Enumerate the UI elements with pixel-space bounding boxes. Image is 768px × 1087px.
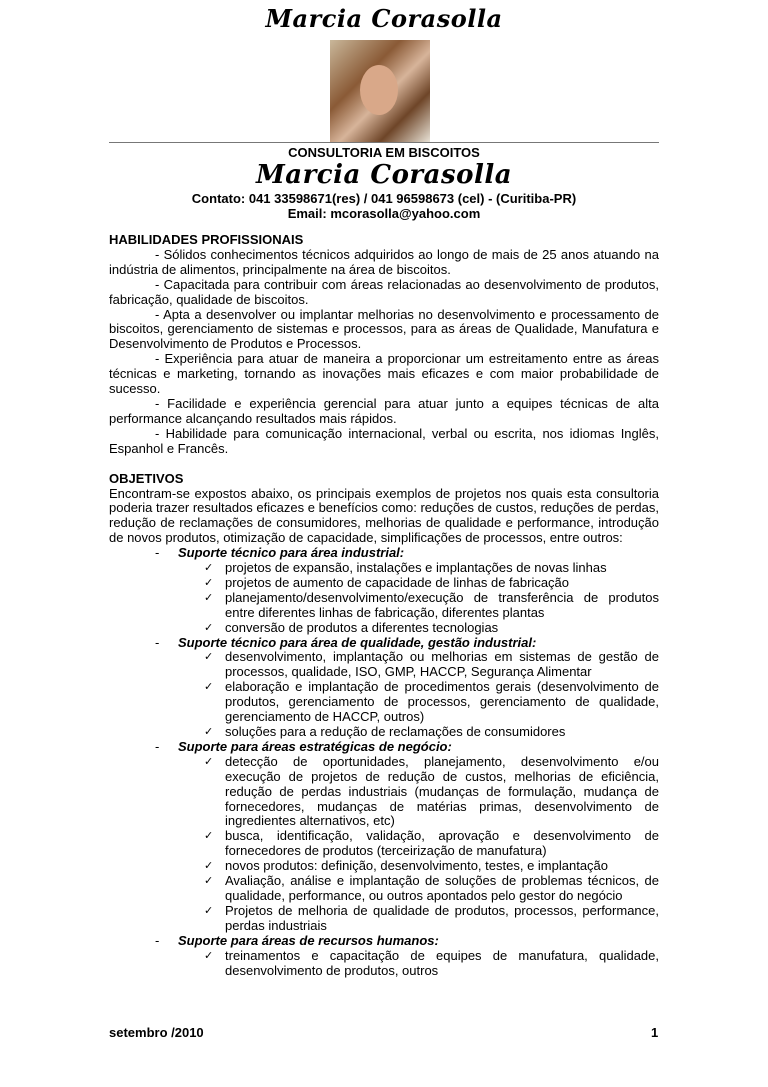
objective-item (109, 829, 659, 859)
section-title-text: Suporte para áreas de recursos humanos: (178, 932, 439, 948)
dash-bullet: - (155, 545, 160, 561)
objective-item-text: planejamento/desenvolvimento/execução de transferência de produtos entre diferentes linhas de fabricação, diferentes plantas (225, 589, 659, 620)
checkmark-icon: ✓ (204, 591, 214, 604)
objective-section-title (109, 934, 659, 949)
objective-item (109, 904, 659, 934)
skill-paragraph: - Sólidos conhecimentos técnicos adquiridos ao longo de mais de 25 anos atuando na indústria de alimentos, principalmente na área de biscoitos. (109, 246, 659, 277)
objective-item (109, 561, 659, 576)
objective-item (109, 621, 659, 636)
header-name-top: Marcia Corasolla (265, 4, 503, 33)
skill-paragraph: - Habilidade para comunicação internacional, verbal ou escrita, nos idiomas Inglês, Espanhol e Francês. (109, 425, 659, 456)
objective-item (109, 680, 659, 725)
objective-item-text: desenvolvimento, implantação ou melhorias em sistemas de gestão de processos, qualidade, ISO, GMP, HACCP, Segurança Alimentar (225, 649, 659, 680)
objective-item-text: detecção de oportunidades, planejamento, desenvolvimento e/ou execução de projetos de redução de custos, melhorias de eficiência, redução de perdas industriais (mudanças de formulação, mudança de fornecedores, mudanças de matérias primas, desenvolvimento de ingredientes alternativos, etc) (225, 753, 659, 829)
section-title-text: Suporte para áreas estratégicas de negócio: (178, 738, 452, 754)
header-name: Marcia Corasolla (255, 160, 513, 190)
profile-photo (330, 40, 430, 142)
checkmark-icon: ✓ (204, 726, 214, 738)
dash-bullet: - (155, 634, 160, 650)
objective-section-title (109, 546, 659, 561)
skill-paragraph: - Apta a desenvolver ou implantar melhorias no desenvolvimento e processamento de biscoitos, gerenciamento de sistemas e processos, para as áreas de Qualidade, Manufatura e Desenvolvimento de Produtos e Processos. (109, 306, 659, 352)
objective-item (109, 725, 659, 740)
checkmark-icon: ✓ (204, 562, 214, 575)
objective-item (109, 949, 659, 979)
objective-item (109, 591, 659, 621)
checkmark-icon: ✓ (204, 755, 214, 768)
checkmark-icon: ✓ (204, 621, 214, 634)
objective-item-text: busca, identificação, validação, aprovação e desenvolvimento de fornecedores de produtos (terceirização de manufatura) (225, 828, 659, 859)
objective-item-text: novos produtos: definição, desenvolvimento, testes, e implantação (225, 858, 609, 874)
objective-item-text: projetos de expansão, instalações e implantações de novas linhas (225, 560, 607, 576)
objective-item-text: conversão de produtos a diferentes tecnologias (225, 619, 499, 635)
objective-item (109, 650, 659, 680)
checkmark-icon: ✓ (204, 576, 214, 589)
objective-section-title (109, 740, 659, 755)
checkmark-icon: ✓ (204, 904, 214, 917)
document-body (109, 233, 659, 978)
objective-item-text: soluções para a redução de reclamações de consumidores (225, 724, 566, 739)
dash-bullet: - (155, 932, 160, 948)
section-heading: OBJETIVOS (109, 470, 184, 486)
checkmark-icon: ✓ (204, 875, 214, 888)
skill-paragraph: - Capacitada para contribuir com áreas relacionadas ao desenvolvimento de produtos, fabricação, qualidade de biscoitos. (109, 276, 659, 307)
checkmark-icon: ✓ (204, 860, 214, 873)
checkmark-icon: ✓ (204, 949, 214, 962)
section-heading: HABILIDADES PROFISSIONAIS (109, 232, 304, 247)
page-number: 1 (651, 1025, 659, 1040)
objective-section-title (109, 636, 659, 651)
contact: Contato: 041 33598671(res) / 041 96598673 (cel) - (Curitiba-PR) (191, 191, 577, 206)
objective-item (109, 859, 659, 874)
footer-date: setembro /2010 (109, 1025, 204, 1040)
skill-paragraph: - Experiência para atuar de maneira a proporcionar um estreitamento entre as áreas técnicas e marketing, tornando as inovações mais eficazes e com maior probabilidade de sucesso. (109, 351, 659, 397)
objetivos-intro: Encontram-se expostos abaixo, os principais exemplos de projetos nos quais esta consultoria poderia trazer resultados eficazes e benefícios como: reduções de custos, reduções de perdas, redução de reclamações de consumidores, melhorias de qualidade e performance, introdução de novos produtos, otimização de capacidade, simplificações de processos, entre outros: (109, 485, 659, 546)
skill-paragraph: - Facilidade e experiência gerencial para atuar junto a equipes técnicas de alta performance alcançando resultados mais rápidos. (109, 395, 659, 426)
checkmark-icon: ✓ (204, 681, 214, 694)
objective-item-text: elaboração e implantação de procedimentos gerais (desenvolvimento de produtos, gerenciamento de processos, gerenciamento de qualidade, gerenciamento de HACCP, outros) (225, 679, 659, 725)
checkmark-icon: ✓ (204, 651, 214, 664)
email: Email: mcorasolla@yahoo.com (287, 206, 481, 221)
section-title-text: Suporte técnico para área de qualidade, gestão industrial: (178, 634, 537, 650)
subtitle: CONSULTORIA EM BISCOITOS (288, 145, 480, 160)
divider (109, 142, 659, 143)
objective-item (109, 576, 659, 591)
section-title-text: Suporte técnico para área industrial: (178, 545, 405, 561)
objective-item (109, 755, 659, 830)
objective-item-text: treinamentos e capacitação de equipes de manufatura, qualidade, desenvolvimento de produtos, outros (225, 947, 659, 978)
objective-item (109, 874, 659, 904)
dash-bullet: - (155, 738, 160, 754)
objective-item-text: Projetos de melhoria de qualidade de produtos, processos, performance, perdas industriais (225, 902, 659, 933)
checkmark-icon: ✓ (204, 830, 214, 843)
objective-item-text: Avaliação, análise e implantação de soluções de problemas técnicos, de qualidade, performance, ou outros apontados pelo gestor do negócio (225, 873, 659, 903)
objective-item-text: projetos de aumento de capacidade de linhas de fabricação (225, 574, 570, 590)
